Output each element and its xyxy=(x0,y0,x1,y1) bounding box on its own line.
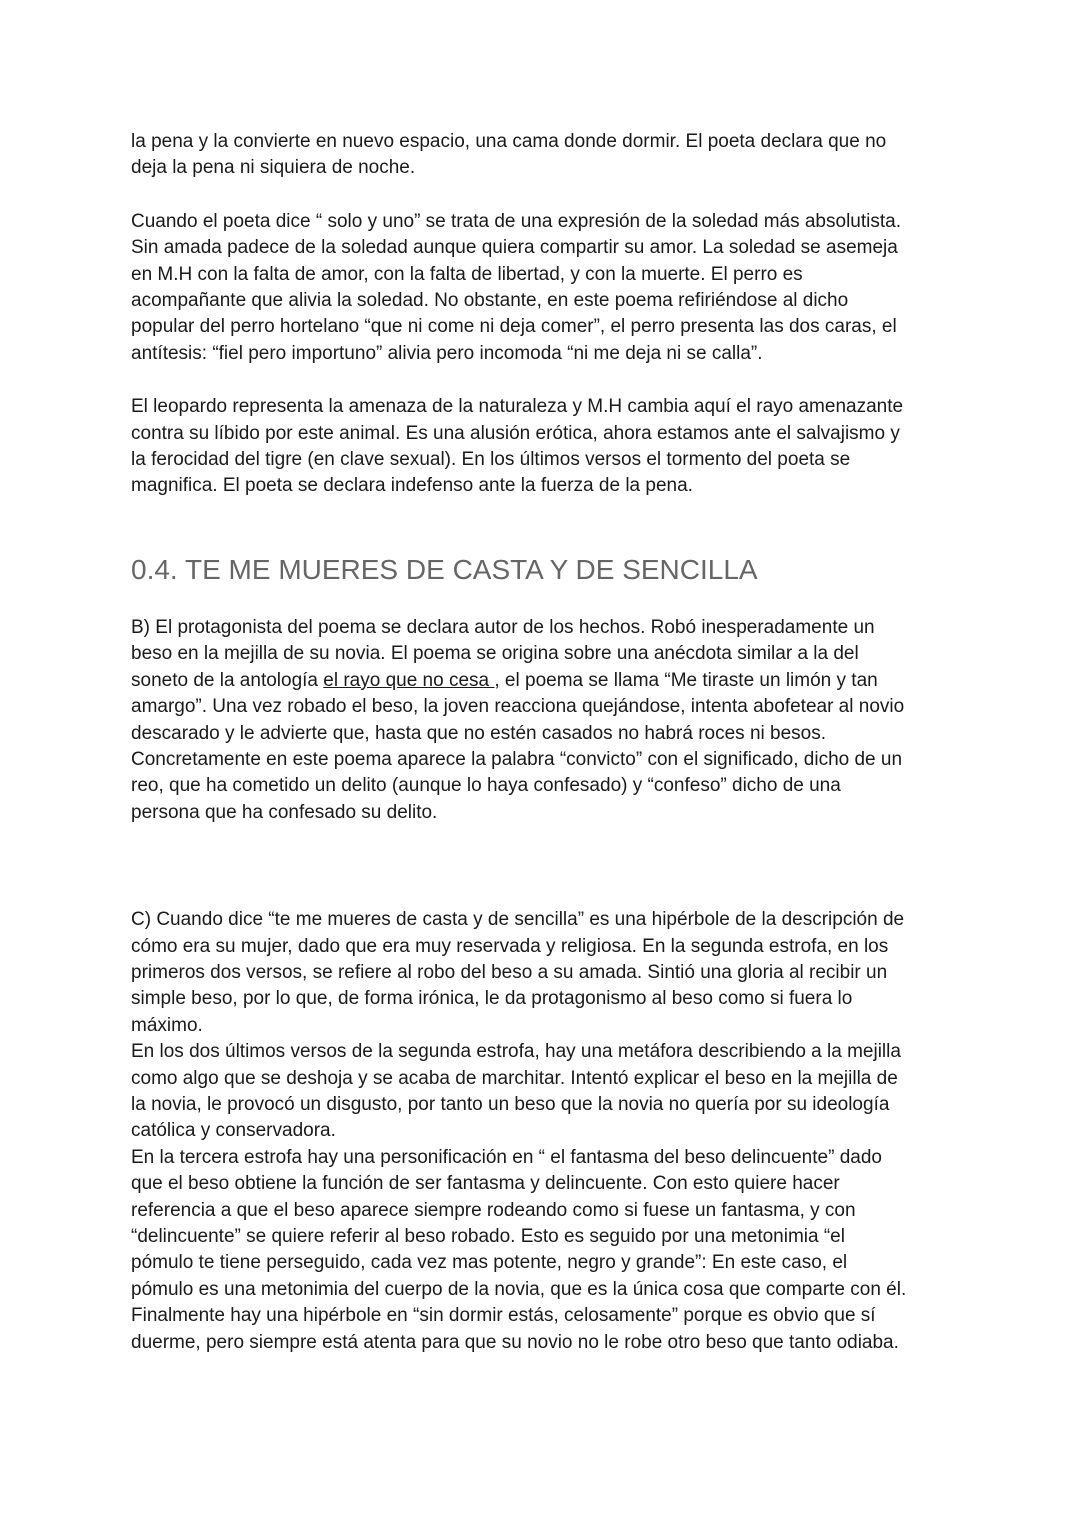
text-line: El leopardo representa la amenaza de la naturaleza y M.H cambia aquí el rayo amenazante xyxy=(131,396,904,418)
text-line: la ferocidad del tigre (en clave sexual). En los últimos versos el tormento del poeta se xyxy=(131,449,851,471)
text-line: antítesis: “fiel pero importuno” alivia pero incomoda “ni me deja ni se calla”. xyxy=(131,342,763,364)
paragraph-c xyxy=(131,907,961,1356)
underlined-title-link[interactable]: el rayo que no cesa , xyxy=(323,669,500,691)
text-line: pómulo te tiene perseguido, cada vez mas potente, negro y grande”: En este caso, el xyxy=(131,1252,848,1274)
text-line: que el beso obtiene la función de ser fantasma y delincuente. Con esto quiere hacer xyxy=(131,1173,840,1195)
text-line: primeros dos versos, se refiere al robo del beso a su amada. Sintió una gloria al recibir un xyxy=(131,961,888,983)
text-line: B) El protagonista del poema se declara autor de los hechos. Robó inesperadamente un xyxy=(131,616,875,638)
text-line: persona que ha confesado su delito. xyxy=(131,801,438,823)
text-line: deja la pena ni siquiera de noche. xyxy=(131,157,416,179)
text-line: descarado y le advierte que, hasta que no estén casados no habrá roces ni besos. xyxy=(131,722,827,744)
text-line: En los dos últimos versos de la segunda estrofa, hay una metáfora describiendo a la mejilla xyxy=(131,1041,901,1063)
text-line: magnifica. El poeta se declara indefenso ante la fuerza de la pena. xyxy=(131,475,693,497)
text-line: popular del perro hortelano “que ni come ni deja comer”, el perro presenta las dos caras, el xyxy=(131,316,897,338)
text-segment: el poema se llama “Me tiraste un limón y tan xyxy=(499,669,878,691)
text-line: la pena y la convierte en nuevo espacio, una cama donde dormir. El poeta declara que no xyxy=(131,131,887,152)
text-line: en M.H con la falta de amor, con la falta de libertad, y con la muerte. El perro es xyxy=(131,263,803,285)
document-page xyxy=(131,129,961,1356)
text-line: amargo”. Una vez robado el beso, la joven reacciona quejándose, intenta abofetear al novio xyxy=(131,696,905,718)
text-line: Sin amada padece de la soledad aunque quiera compartir su amor. La soledad se asemeja xyxy=(131,237,898,259)
text-line-with-link xyxy=(131,668,961,694)
text-line: simple beso, por lo que, de forma irónica, le da protagonismo al beso como si fuera lo xyxy=(131,988,853,1010)
section-heading: 0.4. TE ME MUERES DE CASTA Y DE SENCILLA xyxy=(131,553,758,585)
text-line: cómo era su mujer, dado que era muy reservada y religiosa. En la segunda estrofa, en los xyxy=(131,935,889,957)
text-line: “delincuente” se quiere referir al beso robado. Esto es seguido por una metonimia “el xyxy=(131,1226,845,1247)
paragraph-pena xyxy=(131,129,961,182)
text-line: En la tercera estrofa hay una personificación en “ el fantasma del beso delincuente” dado xyxy=(131,1146,882,1168)
text-line: referencia a que el beso aparece siempre rodeando como si fuese un fantasma, y con xyxy=(131,1199,856,1221)
text-line: Concretamente en este poema aparece la palabra “convicto” con el significado, dicho de un xyxy=(131,748,903,770)
text-line: Cuando el poeta dice “ solo y uno” se trata de una expresión de la soledad más absolutista. xyxy=(131,210,901,232)
paragraph-soledad xyxy=(131,209,961,367)
paragraph-leopardo xyxy=(131,394,961,500)
text-line: como algo que se deshoja y se acaba de marchitar. Intentó explicar el beso en la mejilla de xyxy=(131,1067,898,1089)
text-line: máximo. xyxy=(131,1014,203,1036)
text-line: beso en la mejilla de su novia. El poema se origina sobre una anécdota similar a la del xyxy=(131,643,859,665)
text-line: contra su líbido por este animal. Es una alusión erótica, ahora estamos ante el salvajismo y xyxy=(131,422,900,444)
text-line: acompañante que alivia la soledad. No obstante, en este poema refiriéndose al dicho xyxy=(131,290,849,312)
text-line: la novia, le provocó un disgusto, por tanto un beso que la novia no quería por su ideología xyxy=(131,1093,890,1115)
text-segment: soneto de la antología xyxy=(131,669,324,691)
text-line: Finalmente hay una hipérbole en “sin dormir estás, celosamente” porque es obvio que sí xyxy=(131,1305,876,1327)
text-line: católica y conservadora. xyxy=(131,1120,336,1142)
paragraph-b xyxy=(131,615,961,826)
text-line: duerme, pero siempre está atenta para que su novio no le robe otro beso que tanto odiaba. xyxy=(131,1331,899,1353)
text-line: pómulo es una metonimia del cuerpo de la novia, que es la única cosa que comparte con él. xyxy=(131,1278,907,1300)
text-line: reo, que ha cometido un delito (aunque lo haya confesado) y “confeso” dicho de una xyxy=(131,775,841,797)
text-line: C) Cuando dice “te me mueres de casta y de sencilla” es una hipérbole de la descripción de xyxy=(131,909,905,931)
